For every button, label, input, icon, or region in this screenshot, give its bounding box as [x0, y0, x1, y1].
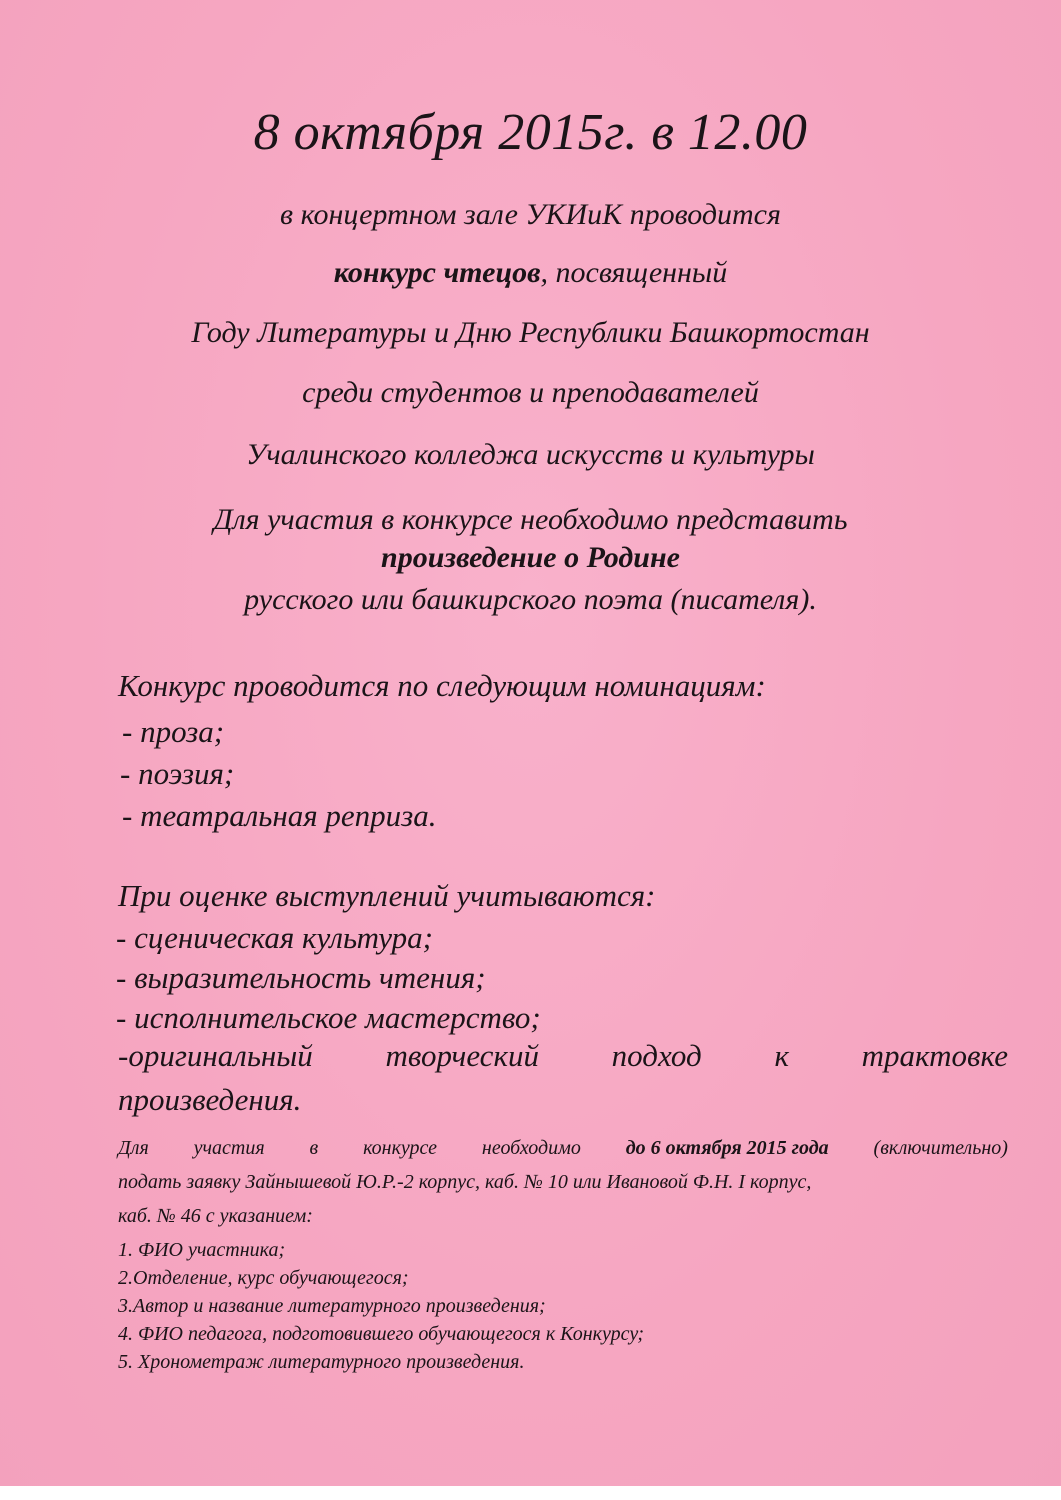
- notice-line-2: подать заявку Зайнышевой Ю.Р.-2 корпус, каб. № 10 или Ивановой Ф.Н. I корпус,: [118, 1171, 812, 1193]
- criteria-item: - исполнительское мастерство;: [116, 1000, 541, 1035]
- poet-line: русского или башкирского поэта (писателя).: [244, 583, 817, 616]
- application-list-item: 4. ФИО педагога, подготовившего обучающегося к Конкурсу;: [118, 1323, 645, 1345]
- dedication-line: Году Литературы и Дню Республики Башкортостан: [191, 316, 870, 349]
- college-line: Учалинского колледжа искусств и культуры: [246, 438, 815, 471]
- criteria-word: к: [774, 1038, 789, 1073]
- notice-deadline: до 6 октября 2015 года: [625, 1137, 829, 1159]
- notice-word: участия: [193, 1137, 265, 1159]
- notice-line-3: каб. № 46 с указанием:: [118, 1205, 313, 1227]
- criteria-word: подход: [611, 1038, 702, 1073]
- application-list-item: 5. Хронометраж литературного произведения.: [118, 1351, 525, 1373]
- notice-line-1: [118, 1138, 1008, 1158]
- contest-name: конкурс чтецов: [333, 256, 541, 289]
- criteria-word: трактовке: [861, 1038, 1008, 1073]
- nomination-item: - проза;: [122, 714, 225, 749]
- venue-line: в концертном зале УКИиК проводится: [280, 198, 781, 231]
- criteria-continuation: произведения.: [118, 1082, 302, 1117]
- event-date-title: 8 октября 2015г. в 12.00: [253, 104, 808, 161]
- requirement-line: Для участия в конкурсе необходимо представить: [213, 503, 848, 536]
- application-list-item: 1. ФИО участника;: [118, 1239, 286, 1261]
- criteria-word: -оригинальный: [118, 1038, 313, 1073]
- application-list-item: 3.Автор и название литературного произведения;: [118, 1295, 546, 1317]
- application-list-item: 2.Отделение, курс обучающегося;: [118, 1267, 409, 1289]
- notice-word: конкурсе: [363, 1137, 438, 1159]
- nomination-item: - поэзия;: [120, 756, 235, 791]
- criteria-item-justified: [118, 1040, 1008, 1071]
- notice-word: необходимо: [481, 1137, 581, 1159]
- notice-word: в: [309, 1137, 319, 1159]
- notice-word: Для: [118, 1137, 149, 1159]
- scan-margin: [0, 1486, 1061, 1500]
- nomination-item: - театральная реприза.: [122, 798, 437, 833]
- contest-line: [0, 258, 1061, 288]
- contest-dedication-lead: , посвященный: [540, 256, 728, 289]
- participants-line: среди студентов и преподавателей: [302, 376, 759, 409]
- criteria-word: творческий: [385, 1038, 539, 1073]
- notice-inclusive: (включительно): [873, 1137, 1008, 1159]
- criteria-heading: При оценке выступлений учитываются:: [118, 878, 656, 913]
- nominations-heading: Конкурс проводится по следующим номинациям:: [118, 668, 766, 703]
- criteria-item: - выразительность чтения;: [116, 960, 486, 995]
- criteria-item: - сценическая культура;: [116, 920, 433, 955]
- required-work: произведение о Родине: [381, 541, 680, 574]
